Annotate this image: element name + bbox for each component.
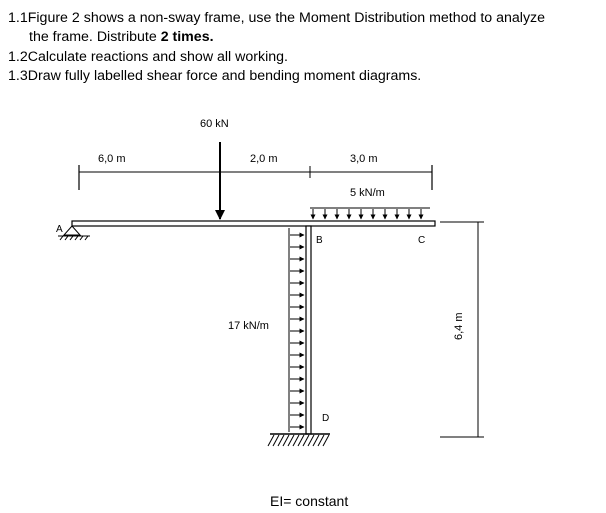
question-1-1-text-plain: the frame. Distribute	[29, 29, 161, 45]
point-load-label: 60 kN	[200, 118, 229, 130]
question-1-1-text-bold: 2 times.	[160, 29, 214, 45]
question-1-2-text: Calculate reactions and show all working.	[27, 49, 288, 65]
height-label: 6,4 m	[453, 312, 465, 340]
udl-top-label: 5 kN/m	[350, 187, 385, 199]
question-1-3-number: 1.3	[8, 68, 28, 84]
question-1-1-number: 1.1	[8, 10, 28, 26]
fixed-support-d	[268, 434, 330, 446]
dim-right-label: 3,0 m	[350, 153, 378, 165]
node-d-label: D	[322, 413, 330, 424]
pin-support-a	[58, 226, 90, 240]
udl-column-label: 17 kN/m	[228, 320, 269, 332]
question-1-1-text: Figure 2 shows a non-sway frame, use the Moment Distribution method to analyze	[27, 10, 546, 26]
udl-column-arrows	[289, 228, 304, 432]
stiffness-label: EI= constant	[270, 493, 349, 509]
node-c-label: C	[418, 235, 426, 246]
dim-mid-label: 2,0 m	[250, 153, 278, 165]
question-1-2-number: 1.2	[8, 49, 28, 65]
node-b-label: B	[316, 235, 323, 246]
udl-top-arrows	[310, 208, 430, 219]
column-b-d	[306, 226, 311, 434]
question-1-3-text: Draw fully labelled shear force and bending moment diagrams.	[27, 68, 422, 84]
beam-a-c	[72, 221, 435, 226]
node-a-label: A	[56, 224, 63, 235]
dim-left-label: 6,0 m	[98, 153, 126, 165]
